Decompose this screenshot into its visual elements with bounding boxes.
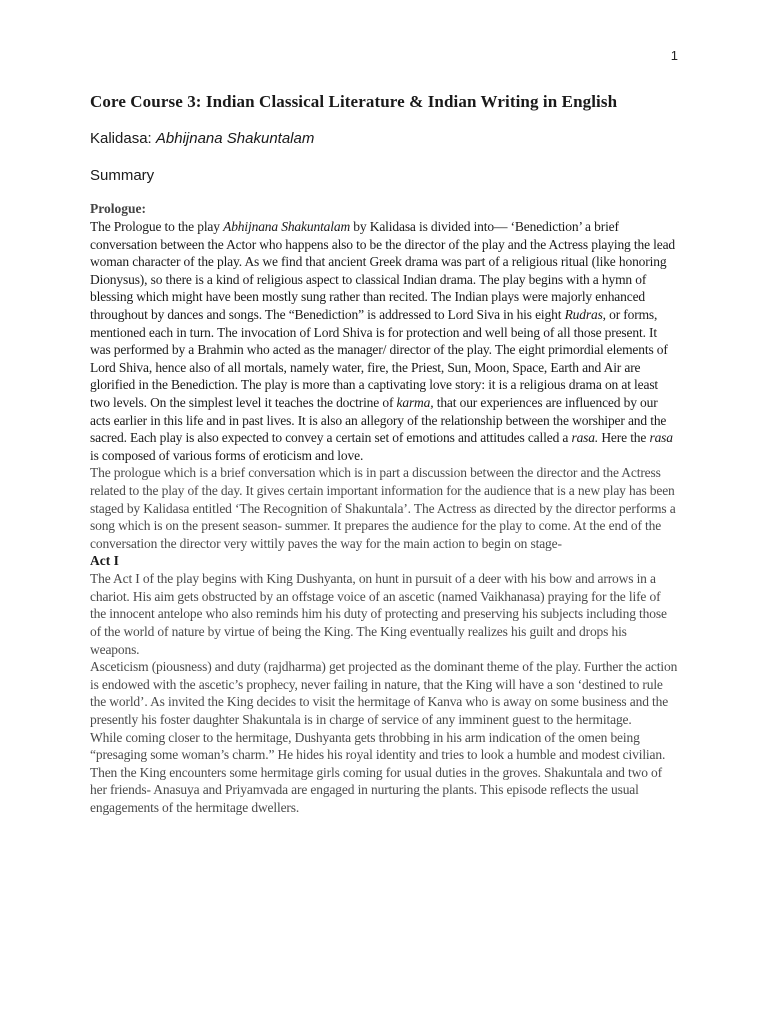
prologue-paragraph-1: The Prologue to the play Abhijnana Shakuntalam by Kalidasa is divided into— ‘Benediction’ a brief conversation between the Actor who happens also to be the director of the play and the Actress playing the lead woman character of the play. As we find that ancient Greek drama was part of a religious ritual (like honoring Dionysus), so there is a kind of religious aspect to classical Indian drama. The play begins with a hymn of blessing which might have been mostly sung rather than recited. The Indian plays were majorly enhanced throughout by dances and songs. The “Benediction” is addressed to Lord Siva in his eight Rudras, or forms, mentioned each in turn. The invocation of Lord Shiva is for protection and well being of all those present. It was performed by a Brahmin who acted as the manager/ director of the play. The eight primordial elements of Lord Shiva, hence also of all mortals, namely water, fire, the Priest, Sun, Moon, Space, Earth and Air are glorified in the Benediction. The play is more than a captivating love story: it is a religious drama on at least two levels. On the simplest level it teaches the doctrine of karma, that our experiences are influenced by our acts earlier in this life and in past lives. It is also an allegory of the relationship between the worshiper and the sacred. Each play is also expected to convey a certain set of emotions and attitudes called a rasa. Here the rasa is composed of various forms of eroticism and love.	[90, 219, 676, 463]
summary-heading: Summary	[90, 167, 155, 184]
author-name: Kalidasa:	[90, 130, 152, 147]
act1-paragraph-3: While coming closer to the hermitage, Dushyanta gets throbbing in his arm indication of the omen being “presaging some woman’s charm.” He hides his royal identity and tries to look a humble and modest civilian.	[90, 729, 666, 763]
act1-paragraph-1: The Act I of the play begins with King Dushyanta, on hunt in pursuit of a deer with his bow and arrows in a chariot. His aim gets obstructed by an offstage voice of an ascetic (named Vaikhanasa) praying for the life of the innocent antelope who also reminds him his duty of protecting and preserving his subjects including those of the world of nature by virtue of being the King. The King eventually realizes his guilt and drops his weapons.	[90, 571, 667, 657]
act1-paragraph-4: Then the King encounters some hermitage girls coming for usual duties in the groves. Shakuntala and two of her friends- Anasuya and Priyamvada are engaged in nurturing the plants. This episode reflects the usual engagements of the hermitage dwellers.	[90, 764, 662, 815]
course-title: Core Course 3: Indian Classical Literature & Indian Writing in English	[90, 92, 618, 111]
act1-heading: Act I	[90, 553, 119, 569]
document-body	[90, 92, 678, 817]
page-number: 1	[670, 48, 678, 63]
prologue-heading: Prologue:	[90, 201, 146, 216]
work-title: Abhijnana Shakuntalam	[155, 130, 315, 147]
prologue-paragraph-2: The prologue which is a brief conversation which is in part a discussion between the director and the Actress related to the play of the day. It gives certain important information for the audience that is a new play has been staged by Kalidasa entitled ‘The Recognition of Shakuntala’. The Actress as directed by the director performs a song which is on the present season- summer. It prepares the audience for the play to come. At the end of the conversation the director very wittily paves the way for the main action to begin on stage-	[90, 465, 676, 551]
author-work-line	[90, 130, 678, 147]
act1-paragraph-2: Asceticism (piousness) and duty (rajdharma) get projected as the dominant theme of the play. Further the action is endowed with the ascetic’s prophecy, never failing in nature, that the King will have a son ‘destined to rule the world’. As invited the King decides to visit the hermitage of Kanva who is away on some business and the presently his foster daughter Shakuntala is in charge of service of any imminent guest to the hermitage.	[90, 659, 678, 728]
